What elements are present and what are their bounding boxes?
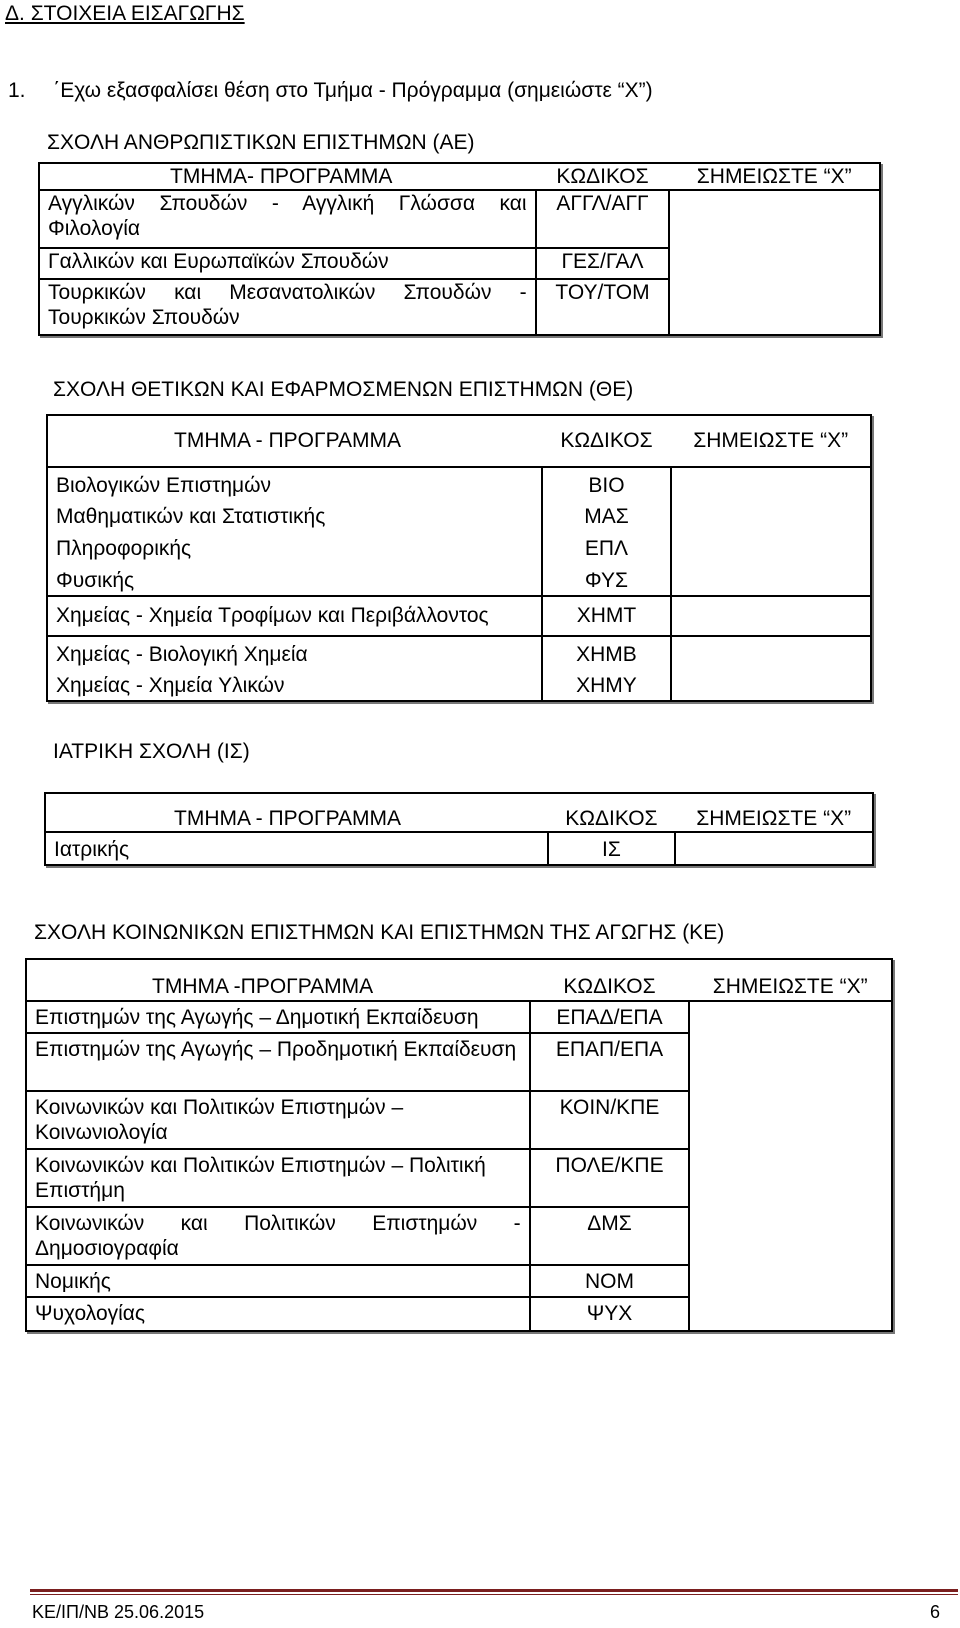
- program-code: ΙΣ: [548, 832, 676, 865]
- mark-cell[interactable]: [689, 1001, 892, 1033]
- table-row: [47, 564, 871, 596]
- table-row: [39, 279, 880, 335]
- table-row: [39, 190, 880, 248]
- program-code: ΤΟΥ/ΤΟΜ: [536, 279, 670, 335]
- program-name: Κοινωνικών και Πολιτικών Επιστημών – Κοινωνιολογία: [26, 1091, 530, 1149]
- program-code: ΚΟΙΝ/ΚΠΕ: [530, 1091, 690, 1149]
- mark-cell[interactable]: [675, 832, 873, 865]
- school-table-ke: [25, 958, 893, 1332]
- mark-cell[interactable]: [671, 669, 871, 701]
- header-program: ΤΜΗΜΑ - ΠΡΟΓΡΑΜΜΑ: [174, 807, 402, 830]
- program-name: Πληροφορικής: [47, 532, 542, 564]
- program-name: Νομικής: [26, 1265, 530, 1297]
- mark-cell[interactable]: [669, 248, 880, 279]
- footer-page-number: 6: [930, 1602, 941, 1622]
- table-row: [47, 532, 871, 564]
- program-name: Μαθηματικών και Στατιστικής: [47, 500, 542, 532]
- mark-cell[interactable]: [671, 596, 871, 636]
- mark-cell[interactable]: [669, 279, 880, 335]
- program-code: ΑΓΓΛ/ΑΓΓ: [536, 190, 670, 248]
- school-title-the: ΣΧΟΛΗ ΘΕΤΙΚΩΝ ΚΑΙ ΕΦΑΡΜΟΣΜΕΝΩΝ ΕΠΙΣΤΗΜΩΝ (ΘΕ): [53, 378, 634, 401]
- header-program: ΤΜΗΜΑ- ΠΡΟΓΡΑΜΜΑ: [170, 165, 393, 188]
- mark-cell[interactable]: [689, 1091, 892, 1149]
- table-header-row: [26, 959, 892, 1001]
- table-row: [47, 596, 871, 636]
- table-row: [47, 500, 871, 532]
- mark-cell[interactable]: [671, 564, 871, 596]
- table-header-row: [47, 415, 871, 467]
- school-table-ae: [38, 162, 881, 336]
- program-name: Κοινωνικών και Πολιτικών Επιστημών - Δημοσιογραφία: [26, 1207, 530, 1265]
- header-code: ΚΩΔΙΚΟΣ: [563, 975, 656, 998]
- school-title-is: ΙΑΤΡΙΚΗ ΣΧΟΛΗ (ΙΣ): [53, 740, 250, 763]
- mark-cell[interactable]: [689, 1207, 892, 1265]
- program-name: Χημείας - Χημεία Υλικών: [47, 669, 542, 701]
- table-row: [47, 669, 871, 701]
- table-row: [47, 636, 871, 669]
- program-name: Ψυχολογίας: [26, 1297, 530, 1331]
- table-row: [45, 832, 873, 865]
- program-code: ΔΜΣ: [530, 1207, 690, 1265]
- program-code: ΕΠΛ: [542, 532, 672, 564]
- program-name: Βιολογικών Επιστημών: [47, 467, 542, 500]
- program-name: Χημείας - Βιολογική Χημεία: [47, 636, 542, 669]
- program-name: Επιστημών της Αγωγής – Προδημοτική Εκπαίδευση: [26, 1033, 530, 1091]
- mark-cell[interactable]: [671, 532, 871, 564]
- header-mark: ΣΗΜΕΙΩΣΤΕ “Χ”: [693, 429, 849, 452]
- mark-cell[interactable]: [689, 1033, 892, 1091]
- table-row: [39, 248, 880, 279]
- program-name: Κοινωνικών και Πολιτικών Επιστημών – Πολιτική Επιστήμη: [26, 1149, 530, 1207]
- mark-cell[interactable]: [689, 1265, 892, 1297]
- mark-cell[interactable]: [669, 190, 880, 248]
- program-name: Χημείας - Χημεία Τροφίμων και Περιβάλλοντος: [47, 596, 542, 636]
- program-code: ΦΥΣ: [542, 564, 672, 596]
- program-code: ΠΟΛΕ/ΚΠΕ: [530, 1149, 690, 1207]
- header-program: ΤΜΗΜΑ -ΠΡΟΓΡΑΜΜΑ: [152, 975, 374, 998]
- header-mark: ΣΗΜΕΙΩΣΤΕ “Χ”: [696, 165, 852, 188]
- school-table-is: [44, 792, 874, 866]
- program-code: ΧΗΜΒ: [542, 636, 672, 669]
- table-row: [26, 1033, 892, 1091]
- question-text: ΄Εχω εξασφαλίσει θέση στο Τμήμα - Πρόγραμμα (σημειώστε “Χ”): [53, 79, 653, 102]
- header-code: ΚΩΔΙΚΟΣ: [560, 429, 653, 452]
- program-code: ΧΗΜΤ: [542, 596, 672, 636]
- table-row: [47, 467, 871, 500]
- header-mark: ΣΗΜΕΙΩΣΤΕ “Χ”: [696, 807, 852, 830]
- footer-reference: ΚΕ/ΙΠ/ΝΒ 25.06.2015: [32, 1602, 205, 1622]
- footer-rule-thin: [30, 1594, 958, 1595]
- table-header-row: [45, 793, 873, 832]
- header-program: ΤΜΗΜΑ - ΠΡΟΓΡΑΜΜΑ: [174, 429, 402, 452]
- table-row: [26, 1001, 892, 1033]
- table-row: [26, 1149, 892, 1207]
- question: [8, 79, 653, 103]
- program-code: ΓΕΣ/ΓΑΛ: [536, 248, 670, 279]
- program-code: ΒΙΟ: [542, 467, 672, 500]
- program-code: ΝΟΜ: [530, 1265, 690, 1297]
- program-code: ΕΠΑΠ/ΕΠΑ: [530, 1033, 690, 1091]
- school-table-the: [46, 414, 872, 702]
- table-row: [26, 1297, 892, 1331]
- mark-cell[interactable]: [689, 1297, 892, 1331]
- mark-cell[interactable]: [689, 1149, 892, 1207]
- header-mark: ΣΗΜΕΙΩΣΤΕ “Χ”: [712, 975, 868, 998]
- program-name: Επιστημών της Αγωγής – Δημοτική Εκπαίδευση: [26, 1001, 530, 1033]
- table-row: [26, 1091, 892, 1149]
- table-header-row: [39, 163, 880, 190]
- program-code: ΕΠΑΔ/ΕΠΑ: [530, 1001, 690, 1033]
- program-code: ΧΗΜΥ: [542, 669, 672, 701]
- program-name: Φυσικής: [47, 564, 542, 596]
- program-name: Γαλλικών και Ευρωπαϊκών Σπουδών: [39, 248, 536, 279]
- table-row: [26, 1207, 892, 1265]
- program-name: Ιατρικής: [45, 832, 548, 865]
- school-title-ae: ΣΧΟΛΗ ΑΝΘΡΩΠΙΣΤΙΚΩΝ ΕΠΙΣΤΗΜΩΝ (ΑΕ): [47, 131, 475, 154]
- footer-rule: [30, 1589, 958, 1592]
- header-code: ΚΩΔΙΚΟΣ: [565, 807, 658, 830]
- program-code: ΜΑΣ: [542, 500, 672, 532]
- mark-cell[interactable]: [671, 467, 871, 500]
- school-title-ke: ΣΧΟΛΗ ΚΟΙΝΩΝΙΚΩΝ ΕΠΙΣΤΗΜΩΝ ΚΑΙ ΕΠΙΣΤΗΜΩΝ ΤΗΣ ΑΓΩΓΗΣ (ΚΕ): [34, 921, 725, 944]
- program-name: Τουρκικών και Μεσανατολικών Σπουδών - Τουρκικών Σπουδών: [39, 279, 536, 335]
- header-code: ΚΩΔΙΚΟΣ: [556, 165, 649, 188]
- program-name: Αγγλικών Σπουδών - Αγγλική Γλώσσα και Φιλολογία: [39, 190, 536, 248]
- table-row: [26, 1265, 892, 1297]
- mark-cell[interactable]: [671, 636, 871, 669]
- section-heading: Δ. ΣΤΟΙΧΕΙΑ ΕΙΣΑΓΩΓΗΣ: [5, 2, 245, 25]
- mark-cell[interactable]: [671, 500, 871, 532]
- question-number: 1.: [8, 79, 26, 102]
- program-code: ΨΥΧ: [530, 1297, 690, 1331]
